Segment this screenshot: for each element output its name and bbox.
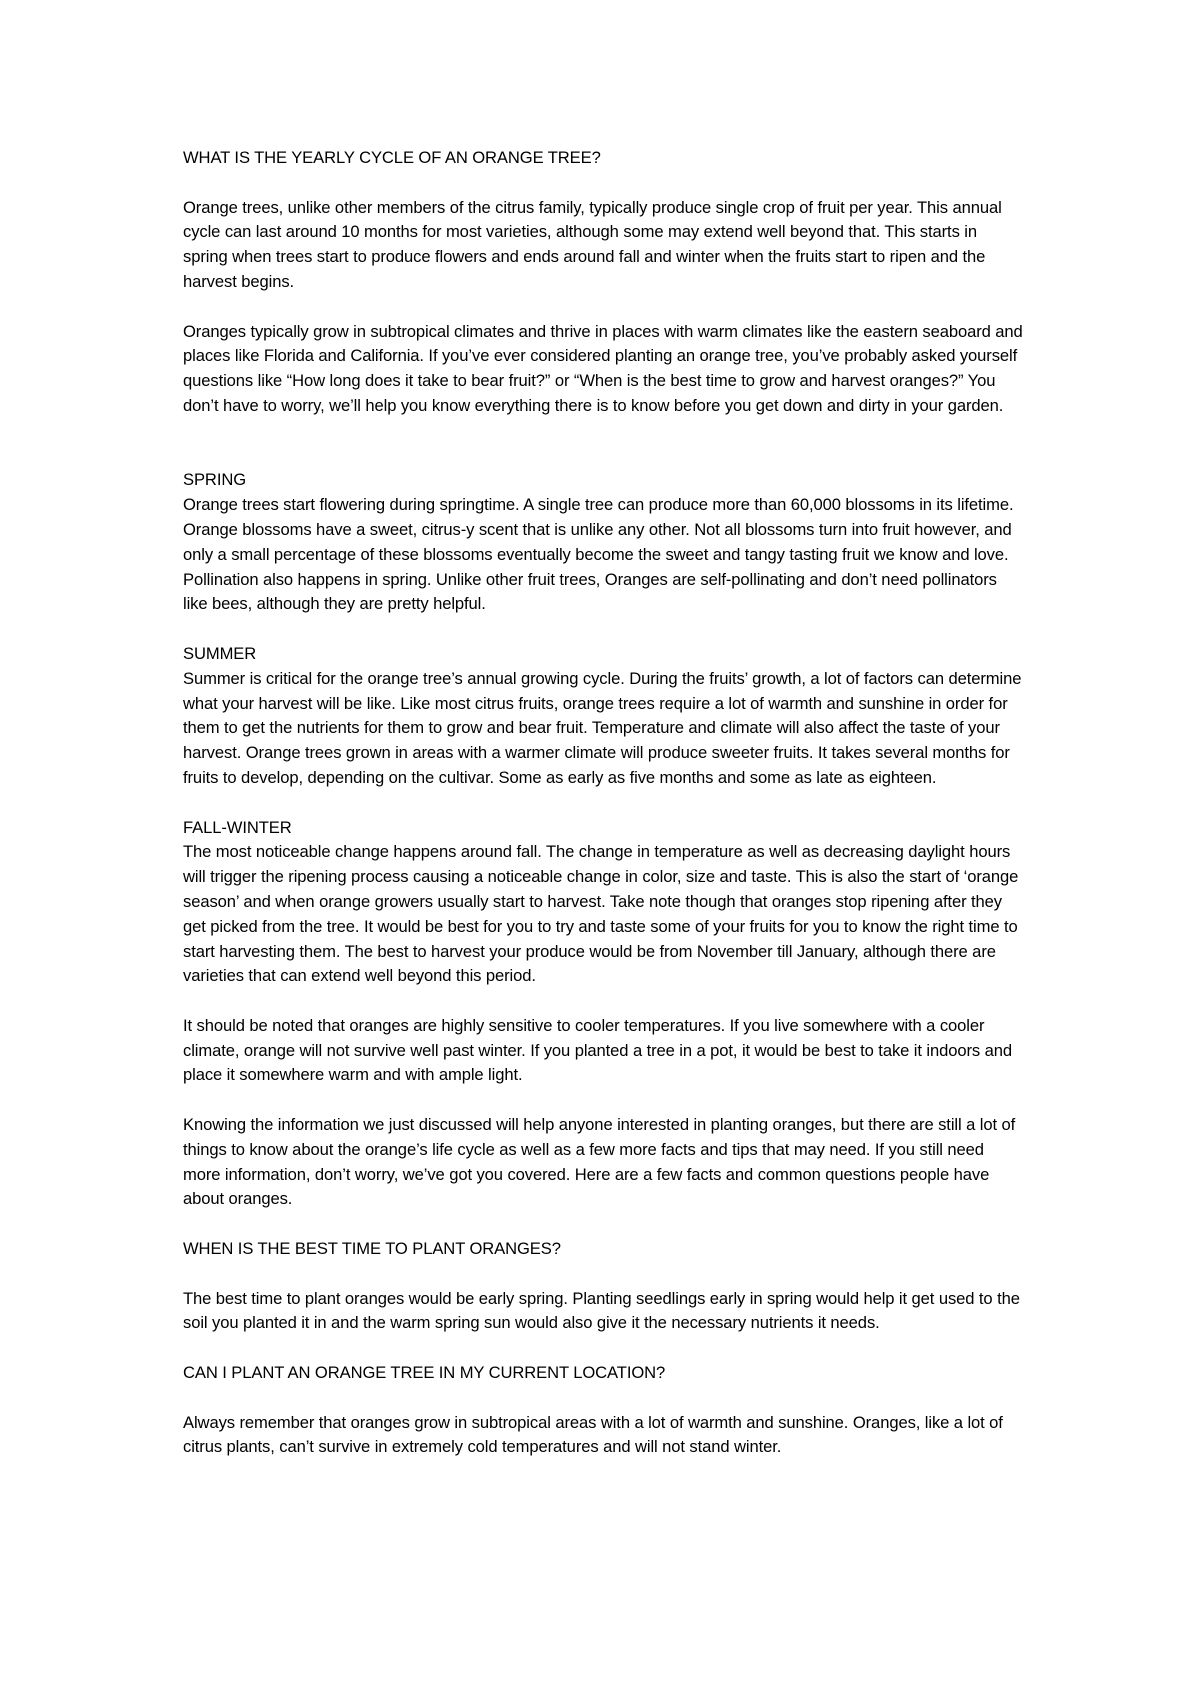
knowing-paragraph: Knowing the information we just discussed will help anyone interested in planting oranges, but there are still a lot of things to know about the orange’s life cycle as well as a few more facts and tips that may need. If you still need more information, don’t worry, we’ve got you covered. Here are a few facts and common questions people have about oranges. <box>183 1115 1016 1209</box>
spacer <box>183 1336 1023 1361</box>
question-2-answer: Always remember that oranges grow in subtropical areas with a lot of warmth and sunshine. Oranges, like a lot of citrus plants, can’t survive in extremely cold temperatures and will not stand winter. <box>183 1412 1003 1457</box>
summer-paragraph: Summer is critical for the orange tree’s annual growing cycle. During the fruits’ growth, a lot of factors can determine what your harvest will be like. Like most citrus fruits, orange trees require a lot of warmth and sunshine in order for them to get the nutrients for them to grow and bear fruit. Temperature and climate will also affect the taste of your harvest. Orange trees grown in areas with a warmer climate will produce sweeter fruits. It takes several months for fruits to develop, depending on the cultivar. Some as early as five months and some as late as eighteen. <box>183 668 1022 787</box>
question-1-answer: The best time to plant oranges would be early spring. Planting seedlings early in spring would help it get used to the soil you planted it in and the warm spring sun would also give it the necessary nutrients it needs. <box>183 1288 1020 1333</box>
spacer <box>183 1212 1023 1237</box>
spring-paragraph: Orange trees start flowering during springtime. A single tree can produce more than 60,000 blossoms in its lifetime. Orange blossoms have a sweet, citrus-y scent that is unlike any other. Not all blossoms turn into fruit however, and only a small percentage of these blossoms eventually become the sweet and tangy tasting fruit we know and love. Pollination also happens in spring. Unlike other fruit trees, Oranges are self-pollinating and don’t need pollinators like bees, although they are pretty helpful. <box>183 495 1014 614</box>
spacer <box>183 617 1023 642</box>
fall-winter-heading: FALL-WINTER <box>183 817 292 837</box>
spacer <box>183 1386 1023 1411</box>
document-title: WHAT IS THE YEARLY CYCLE OF AN ORANGE TREE? <box>183 148 601 167</box>
intro-paragraph-1: Orange trees, unlike other members of the citrus family, typically produce single crop of fruit per year. This annual cycle can last around 10 months for most varieties, although some may extend well beyond that. This starts in spring when trees start to produce flowers and ends around fall and winter when the fruits start to ripen and the harvest begins. <box>183 197 1002 291</box>
spacer <box>183 1088 1023 1113</box>
spacer <box>183 1262 1023 1287</box>
spacer <box>183 295 1023 320</box>
spacer <box>183 989 1023 1014</box>
cold-sensitivity-paragraph: It should be noted that oranges are highly sensitive to cooler temperatures. If you live somewhere with a cooler climate, orange will not survive well past winter. If you planted a tree in a pot, it would be best to take it indoors and place it somewhere warm and with ample light. <box>183 1015 1013 1085</box>
spacer <box>183 419 1023 469</box>
spacer <box>183 171 1023 196</box>
summer-heading: SUMMER <box>183 643 257 663</box>
fall-winter-paragraph: The most noticeable change happens around fall. The change in temperature as well as decreasing daylight hours will trigger the ripening process causing a noticeable change in color, size and taste. This is also the start of ‘orange season’ and when orange growers usually start to harvest. Take note though that oranges stop ripening after they get picked from the tree. It would be best for you to try and taste some of your fruits for you to know the right time to start harvesting them. The best to harvest your produce would be from November till January, although there are varieties that can extend well beyond this period. <box>183 842 1019 986</box>
question-1-heading: WHEN IS THE BEST TIME TO PLANT ORANGES? <box>183 1239 561 1259</box>
question-2-heading: CAN I PLANT AN ORANGE TREE IN MY CURRENT LOCATION? <box>183 1363 666 1383</box>
intro-paragraph-2: Oranges typically grow in subtropical climates and thrive in places with warm climates like the eastern seaboard and places like Florida and California. If you’ve ever considered planting an orange tree, you’ve probably asked yourself questions like “How long does it take to bear fruit?” or “When is the best time to grow and harvest oranges?” You don’t have to worry, we’ll help you know everything there is to know before you get down and dirty in your garden. <box>183 321 1023 415</box>
spring-heading: SPRING <box>183 470 247 490</box>
spacer <box>183 791 1023 816</box>
document-page <box>183 146 1023 1460</box>
